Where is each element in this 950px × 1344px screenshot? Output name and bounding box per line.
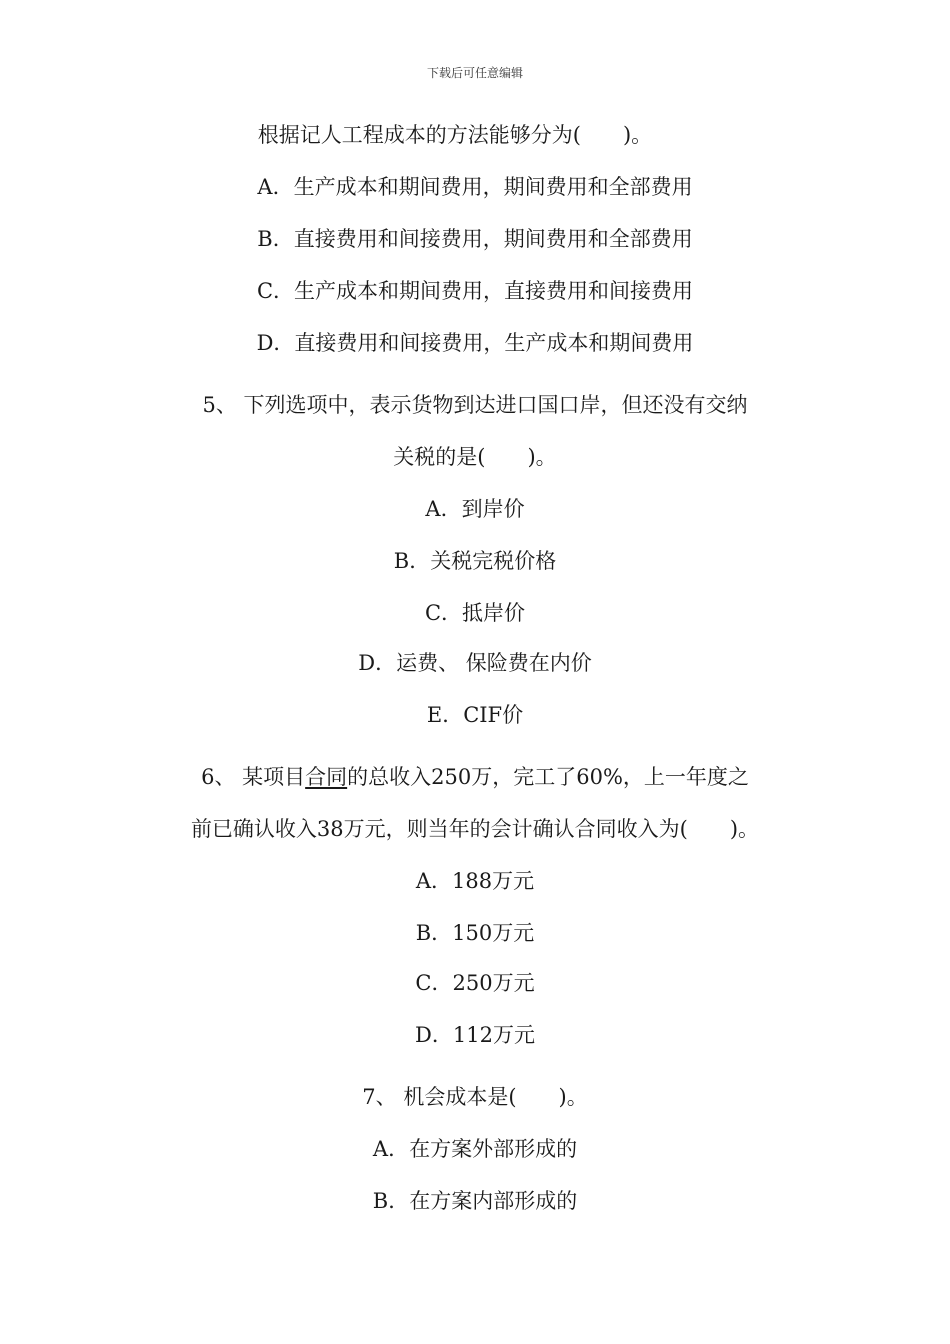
question-5-option-b: B．关税完税价格 <box>393 549 557 573</box>
question-5-stem-line2: 关税的是( )。 <box>393 445 557 469</box>
question-6-stem-pre: 6、 某项目 <box>201 765 306 789</box>
question-6-option-d: D．112万元 <box>415 1023 535 1047</box>
question-7-stem: 7、 机会成本是( )。 <box>362 1085 588 1109</box>
question-7-option-a: A．在方案外部形成的 <box>372 1137 578 1161</box>
question-6-stem-post: 的总收入250万，完工了60%，上一年度之 <box>347 765 749 789</box>
question-4-option-c: C．生产成本和期间费用，直接费用和间接费用 <box>256 279 694 303</box>
question-4-option-d: D．直接费用和间接费用，生产成本和期间费用 <box>256 331 694 355</box>
question-6-option-a: A．188万元 <box>415 869 535 893</box>
question-6-option-c: C．250万元 <box>415 971 535 995</box>
question-7-option-b: B．在方案内部形成的 <box>372 1189 578 1213</box>
question-6-stem-underlined: 合同 <box>305 765 348 789</box>
question-5-stem-line1: 5、 下列选项中，表示货物到达进口国口岸，但还没有交纳 <box>202 393 748 417</box>
question-6-option-b: B．150万元 <box>415 921 535 945</box>
question-5-option-d: D．运费、 保险费在内价 <box>358 651 592 675</box>
question-6-stem-line2: 前已确认收入38万元，则当年的会计确认合同收入为( )。 <box>190 817 760 841</box>
question-4-stem: 根据记人工程成本的方法能够分为( )。 <box>257 123 653 147</box>
question-5-option-c: C．抵岸价 <box>424 601 526 625</box>
question-4-option-a: A．生产成本和期间费用，期间费用和全部费用 <box>257 175 693 199</box>
question-5-option-a: A．到岸价 <box>425 497 525 521</box>
question-5-option-e: E．CIF价 <box>426 703 524 727</box>
page-header: 下载后可任意编辑 <box>426 66 523 80</box>
question-6-stem-line1 <box>0 762 950 792</box>
question-4-option-b: B．直接费用和间接费用，期间费用和全部费用 <box>257 227 693 251</box>
